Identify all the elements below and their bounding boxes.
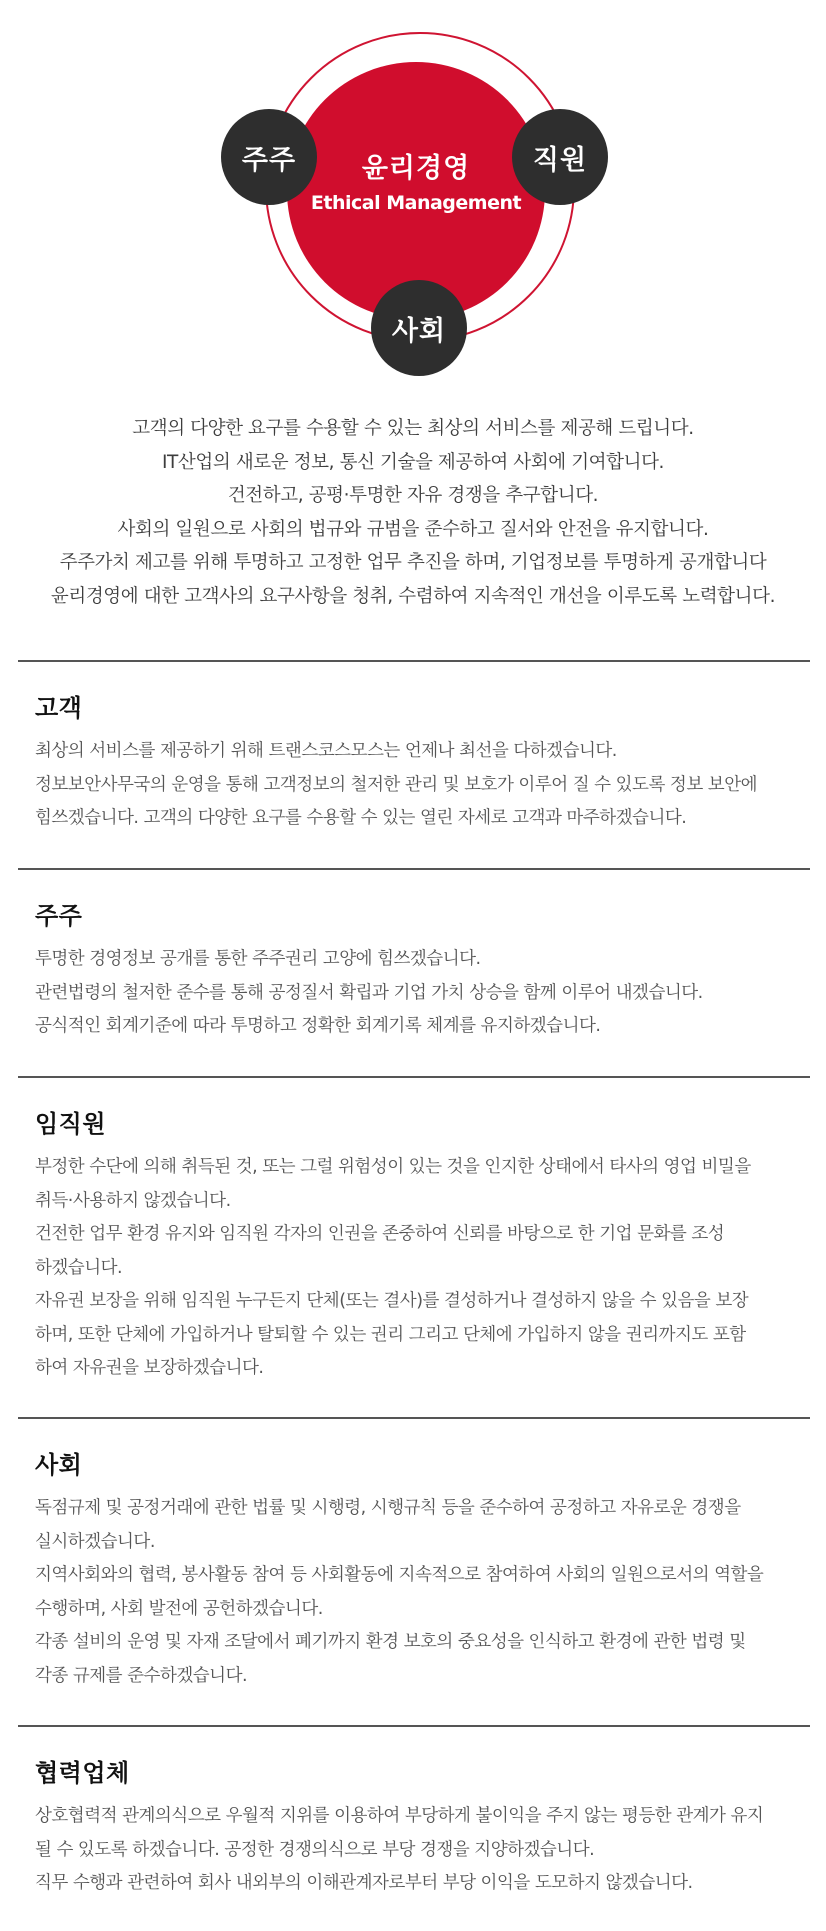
intro-line: 사회의 일원으로 사회의 법규와 규범을 준수하고 질서와 안전을 유지합니다. <box>117 518 709 540</box>
section-line: 각종 설비의 운영 및 자재 조달에서 폐기까지 환경 보호의 중요성을 인식하고 환경에 관한 법령 및 <box>35 1632 746 1652</box>
section-line: 수행하며, 사회 발전에 공헌하겠습니다. <box>35 1598 323 1619</box>
section-title: 고객 <box>35 694 83 722</box>
center-subtitle: Ethical Management <box>310 192 522 214</box>
section-society <box>18 1417 810 1693</box>
section-line: 하며, 또한 단체에 가입하거나 탈퇴할 수 있는 권리 그리고 단체에 가입하지 않을 권리까지도 포함 <box>35 1324 746 1345</box>
section-line: 독점규제 및 공정거래에 관한 법률 및 시행령, 시행규칙 등을 준수하여 공정하고 자유로운 경쟁을 <box>35 1498 741 1518</box>
node-society: 사회 <box>371 280 467 376</box>
center-title: 윤리경영 <box>361 153 471 184</box>
section-line: 투명한 경영정보 공개를 통한 주주권리 고양에 힘쓰겠습니다. <box>35 949 481 969</box>
section-line: 관련법령의 철저한 준수를 통해 공정질서 확립과 기업 가치 상승을 함께 이루어 내겠습니다. <box>35 982 703 1003</box>
node-shareholders: 주주 <box>221 109 317 205</box>
section-title: 임직원 <box>35 1110 107 1138</box>
section-shareholders <box>18 868 810 1044</box>
section-line: 지역사회와의 협력, 봉사활동 참여 등 사회활동에 지속적으로 참여하여 사회의 일원으로서의 역할을 <box>35 1565 764 1585</box>
section-line: 하겠습니다. <box>35 1257 123 1278</box>
section-employees <box>18 1076 810 1386</box>
section-body <box>35 735 805 836</box>
section-line: 정보보안사무국의 운영을 통해 고객정보의 철저한 관리 및 보호가 이루어 질 수 있도록 정보 보안에 <box>35 774 758 795</box>
section-line: 될 수 있도록 하겠습니다. 공정한 경쟁의식으로 부당 경쟁을 지양하겠습니다. <box>35 1839 595 1860</box>
section-title: 협력업체 <box>35 1759 130 1787</box>
intro-line: 윤리경영에 대한 고객사의 요구사항을 청취, 수렴하여 지속적인 개선을 이루도록 노력합니다. <box>50 585 776 607</box>
section-line: 힘쓰겠습니다. 고객의 다양한 요구를 수용할 수 있는 열린 자세로 고객과 마주하겠습니다. <box>35 808 687 828</box>
section-title: 주주 <box>35 902 83 930</box>
intro-line: 주주가치 제고를 위해 투명하고 고정한 업무 추진을 하며, 기업정보를 투명하게 공개합니다 <box>59 552 767 573</box>
section-line: 부정한 수단에 의해 취득된 것, 또는 그럴 위험성이 있는 것을 인지한 상태에서 타사의 영업 비밀을 <box>35 1157 751 1177</box>
section-line: 실시하겠습니다. <box>35 1531 155 1552</box>
intro-text <box>0 412 826 613</box>
section-line: 공식적인 회계기준에 따라 투명하고 정확한 회계기록 체계를 유지하겠습니다. <box>35 1016 601 1036</box>
intro-line: 고객의 다양한 요구를 수용할 수 있는 최상의 서비스를 제공해 드립니다. <box>132 418 694 439</box>
section-line: 자유권 보장을 위해 임직원 누구든지 단체(또는 결사)를 결성하거나 결성하지 않을 수 있음을 보장 <box>35 1291 749 1311</box>
section-body <box>35 943 805 1044</box>
section-body <box>35 1800 805 1901</box>
intro-line: IT산업의 새로운 정보, 통신 기술을 제공하여 사회에 기여합니다. <box>161 451 665 473</box>
section-partners <box>18 1725 810 1901</box>
section-body <box>35 1151 805 1386</box>
section-line: 하여 자유권을 보장하겠습니다. <box>35 1358 264 1378</box>
section-line: 취득·사용하지 않겠습니다. <box>35 1190 231 1211</box>
section-body <box>35 1492 805 1693</box>
section-title: 사회 <box>35 1451 83 1479</box>
ethics-diagram <box>0 0 826 390</box>
section-customers <box>18 660 810 836</box>
section-line: 건전한 업무 환경 유지와 임직원 각자의 인권을 존중하여 신뢰를 바탕으로 한 기업 문화를 조성 <box>35 1224 725 1244</box>
node-employees: 직원 <box>512 109 608 205</box>
section-line: 각종 규제를 준수하겠습니다. <box>35 1665 248 1686</box>
section-line: 최상의 서비스를 제공하기 위해 트랜스코스모스는 언제나 최선을 다하겠습니다. <box>35 741 617 761</box>
intro-line: 건전하고, 공평·투명한 자유 경쟁을 추구합니다. <box>227 485 599 506</box>
section-line: 직무 수행과 관련하여 회사 내외부의 이해관계자로부터 부당 이익을 도모하지 않겠습니다. <box>35 1873 693 1893</box>
section-line: 상호협력적 관계의식으로 우월적 지위를 이용하여 부당하게 불이익을 주지 않는 평등한 관계가 유지 <box>35 1806 764 1826</box>
